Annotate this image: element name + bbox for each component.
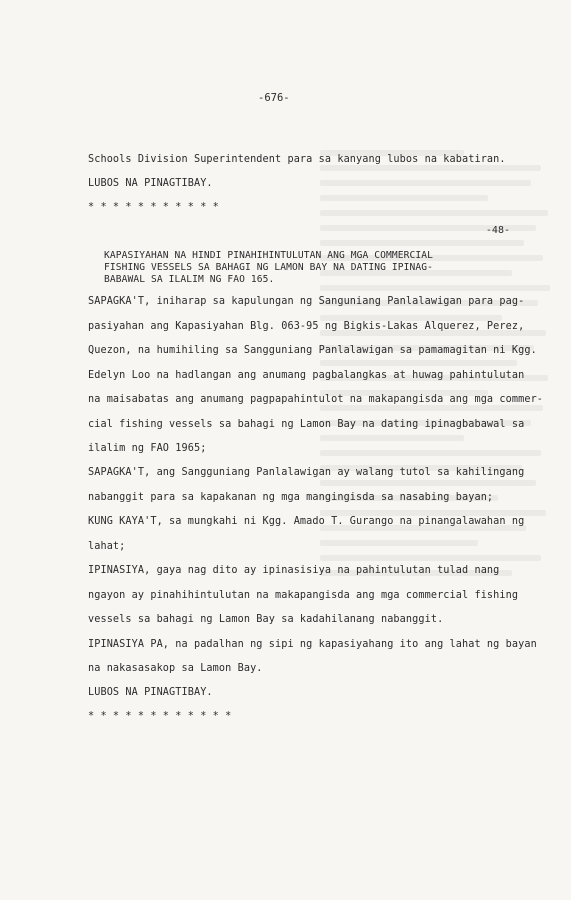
- resolution-title-line: FISHING VESSELS SA BAHAGI NG LAMON BAY NA DATING IPINAG-: [104, 262, 434, 273]
- body-line: na maisabatas ang anumang pagpapahintulot na makapangisda ang mga commer-: [88, 394, 544, 405]
- body-line: SAPAGKA'T, iniharap sa kapulungan ng Sanguniang Panlalawigan para pag-: [88, 296, 525, 307]
- separator-stars: * * * * * * * * * * * *: [88, 711, 232, 722]
- resolution-number: -48-: [485, 225, 510, 236]
- body-line: na nakasasakop sa Lamon Bay.: [88, 663, 263, 674]
- page-number: -676-: [258, 92, 290, 104]
- intro-closing: LUBOS NA PINAGTIBAY.: [88, 178, 213, 189]
- body-line: IPINASIYA, gaya nag dito ay ipinasisiya na pahintulutan tulad nang: [88, 565, 500, 576]
- body-line: vessels sa bahagi ng Lamon Bay sa kadahilanang nabanggit.: [88, 614, 444, 625]
- body-line: SAPAGKA'T, ang Sangguniang Panlalawigan ay walang tutol sa kahilingang: [88, 467, 525, 478]
- body-line: ngayon ay pinahihintulutan na makapangisda ang mga commercial fishing: [88, 590, 519, 601]
- separator-stars: * * * * * * * * * * *: [88, 202, 219, 213]
- body-line: lahat;: [88, 541, 126, 552]
- body-line: ilalim ng FAO 1965;: [88, 443, 207, 454]
- body-line: Edelyn Loo na hadlangan ang anumang pagbalangkas at huwag pahintulutan: [88, 370, 525, 381]
- intro-text-line: Schools Division Superintendent para sa kanyang lubos na kabatiran.: [88, 154, 506, 165]
- body-closing: LUBOS NA PINAGTIBAY.: [88, 687, 213, 698]
- body-line: Quezon, na humihiling sa Sangguniang Panlalawigan sa pamamagitan ni Kgg.: [88, 345, 537, 356]
- resolution-title-line: BABAWAL SA ILALIM NG FAO 165.: [104, 274, 275, 285]
- body-line: KUNG KAYA'T, sa mungkahi ni Kgg. Amado T. Gurango na pinangalawahan ng: [88, 516, 525, 527]
- body-line: nabanggit para sa kapakanan ng mga mangingisda sa nasabing bayan;: [88, 492, 494, 503]
- body-line: IPINASIYA PA, na padalhan ng sipi ng kapasiyahang ito ang lahat ng bayan: [88, 639, 537, 650]
- body-line: pasiyahan ang Kapasiyahan Blg. 063-95 ng Bigkis-Lakas Alquerez, Perez,: [88, 321, 525, 332]
- resolution-title-line: KAPASIYAHAN NA HINDI PINAHIHINTULUTAN ANG MGA COMMERCIAL: [104, 250, 434, 261]
- body-line: cial fishing vessels sa bahagi ng Lamon Bay na dating ipinagbabawal sa: [88, 419, 525, 430]
